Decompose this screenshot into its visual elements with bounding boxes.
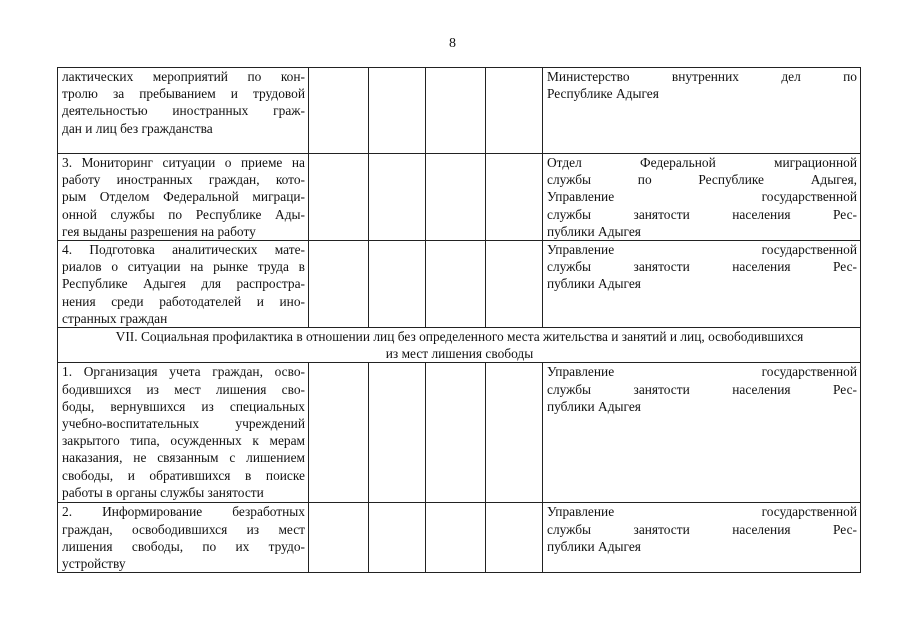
responsible-agency xyxy=(543,503,861,573)
responsible-agency-line: Управление государственной xyxy=(547,242,857,258)
section-title-line: VII. Социальная профилактика в отношении лиц без определенного места жительства и занятий и лиц, освободившихся xyxy=(115,329,804,345)
empty-cell xyxy=(309,363,369,503)
activity-description-line: деятельностью иностранных граж- xyxy=(62,103,305,119)
responsible-agency-line: службы по Республике Адыгея, xyxy=(547,172,857,188)
empty-cell xyxy=(426,68,486,154)
empty-cell xyxy=(369,241,426,328)
responsible-agency-line: Управление государственной xyxy=(547,189,857,205)
empty-cell xyxy=(369,68,426,154)
responsible-agency-line: Управление государственной xyxy=(547,504,857,520)
activity-description-line: дан и лиц без гражданства xyxy=(62,120,213,136)
responsible-agency-line: службы занятости населения Рес- xyxy=(547,521,857,537)
responsible-agency-line: публики Адыгея xyxy=(547,538,641,554)
empty-cell xyxy=(426,154,486,241)
responsible-agency xyxy=(543,241,861,328)
empty-cell xyxy=(309,503,369,573)
activity-description-line: риалов о ситуации на рынке труда в xyxy=(62,259,305,275)
empty-cell xyxy=(309,68,369,154)
empty-cell xyxy=(309,154,369,241)
activity-description-line: 4. Подготовка аналитических мате- xyxy=(62,242,305,258)
responsible-agency-line: службы занятости населения Рес- xyxy=(547,259,857,275)
activity-description-line: наказания, не связанным с лишением xyxy=(62,450,305,466)
responsible-agency xyxy=(543,363,861,503)
responsible-agency-line: Республике Адыгея xyxy=(547,86,659,102)
activity-description-line: учебно-воспитательных учреждений xyxy=(62,416,305,432)
activity-description-line: свободы, и обратившихся в поиске xyxy=(62,467,305,483)
empty-cell xyxy=(486,241,543,328)
table-row xyxy=(58,154,861,241)
activity-description-line: нения среди работодателей и ино- xyxy=(62,293,305,309)
empty-cell xyxy=(486,154,543,241)
empty-cell xyxy=(426,241,486,328)
activity-description xyxy=(58,154,309,241)
empty-cell xyxy=(369,154,426,241)
plan-table-body xyxy=(58,68,861,573)
empty-cell xyxy=(486,68,543,154)
empty-cell xyxy=(426,363,486,503)
activity-description-line: Республике Адыгея для распростра- xyxy=(62,276,305,292)
activity-description xyxy=(58,363,309,503)
empty-cell xyxy=(486,363,543,503)
activity-description-line: странных граждан xyxy=(62,310,168,326)
page-number: 8 xyxy=(449,36,456,51)
table-row xyxy=(58,241,861,328)
responsible-agency-line: публики Адыгея xyxy=(547,223,641,239)
activity-description-line: граждан, освободившихся из мест xyxy=(62,521,305,537)
table-row xyxy=(58,68,861,154)
activity-description-line: лишения свободы, по их трудо- xyxy=(62,538,305,554)
responsible-agency-line: службы занятости населения Рес- xyxy=(547,381,857,397)
plan-table xyxy=(57,67,861,573)
responsible-agency-line: Управление государственной xyxy=(547,364,857,380)
activity-description-line: боды, вернувшихся из специальных xyxy=(62,398,305,414)
activity-description xyxy=(58,241,309,328)
activity-description-line: устройству xyxy=(62,556,126,572)
activity-description-line: 3. Мониторинг ситуации о приеме на xyxy=(62,155,305,170)
responsible-agency xyxy=(543,68,861,154)
activity-description-line: рым Отделом Федеральной миграци- xyxy=(62,189,305,205)
activity-description-line: 2. Информирование безработных xyxy=(62,504,305,520)
responsible-agency-line: Отдел Федеральной миграционной xyxy=(547,155,857,170)
table-row xyxy=(58,503,861,573)
activity-description-line: онной службы по Республике Ады- xyxy=(62,206,305,222)
activity-description-line: 1. Организация учета граждан, осво- xyxy=(62,364,305,380)
table-row xyxy=(58,363,861,503)
activity-description xyxy=(58,503,309,573)
activity-description-line: закрытого типа, осужденных к мерам xyxy=(62,433,305,449)
empty-cell xyxy=(486,503,543,573)
activity-description-line: гея выданы разрешения на работу xyxy=(62,223,256,239)
activity-description-line: работы в органы службы занятости xyxy=(62,484,264,500)
section-title-line: из мест лишения свободы xyxy=(385,346,534,362)
section-title xyxy=(58,328,861,363)
activity-description-line: бодившихся из мест лишения сво- xyxy=(62,381,305,397)
responsible-agency-line: публики Адыгея xyxy=(547,276,641,292)
responsible-agency-line: службы занятости населения Рес- xyxy=(547,206,857,222)
activity-description-line: тролю за пребыванием и трудовой xyxy=(62,86,305,102)
empty-cell xyxy=(426,503,486,573)
responsible-agency xyxy=(543,154,861,241)
activity-description-line: лактических мероприятий по кон- xyxy=(62,69,305,84)
activity-description-line: работу иностранных граждан, кото- xyxy=(62,172,305,188)
responsible-agency-line: Министерство внутренних дел по xyxy=(547,69,857,84)
empty-cell xyxy=(369,503,426,573)
section-header-row xyxy=(58,328,861,363)
empty-cell xyxy=(309,241,369,328)
activity-description xyxy=(58,68,309,154)
empty-cell xyxy=(369,363,426,503)
responsible-agency-line: публики Адыгея xyxy=(547,398,641,414)
